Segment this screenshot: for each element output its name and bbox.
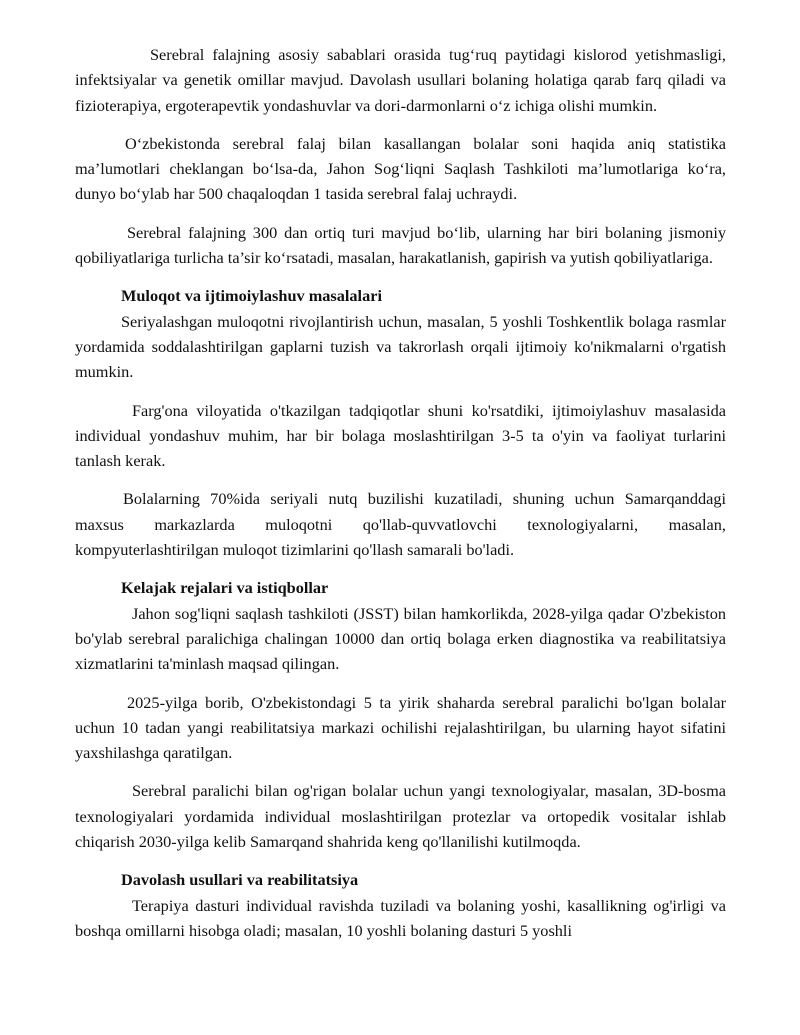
paragraph-communication-2: Farg'ona viloyatida o'tkazilgan tadqiqotlar shuni ko'rsatdiki, ijtimoiylashuv masalasida individual yondashuv muhim, har bir bolaga moslashtirilgan 3-5 ta o'yin va faoliyat turlarini tanlash kerak.: [75, 400, 726, 471]
paragraph-future-3: Serebral paralichi bilan og'rigan bolalar uchun yangi texnologiyalar, masalan, 3D-bosma texnologiyalari yordamida individual moslashtirilgan protezlar va ortopedik vositalar ishlab chiqarish 2030-yilga kelib Samarqand shahrida keng qo'llanilishi kutilmoqda.: [75, 781, 726, 852]
paragraph-communication-3: Bolalarning 70%ida seriyali nutq buzilishi kuzatiladi, shuning uchun Samarqanddagi maxsus markazlarda muloqotni qo'llab-quvvatlovchi texnologiyalarni, masalan, kompyuterlashtirilgan muloqot tizimlarini qo'llash samarali bo'ladi.: [75, 489, 726, 560]
paragraph-treatment-1: Terapiya dasturi individual ravishda tuziladi va bolaning yoshi, kasallikning og'irligi va boshqa omillarni hisobga oladi; masalan, 10 yoshli bolaning dasturi 5 yoshli: [75, 895, 726, 940]
section-heading-future-plans: Kelajak rejalari va istiqbollar: [121, 578, 329, 598]
document-page: [75, 42, 726, 956]
paragraph-future-2: 2025-yilga borib, O'zbekistondagi 5 ta yirik shaharda serebral paralichi bo'lgan bolalar uchun 10 tadan yangi reabilitatsiya markazi ochilishi rejalashtirilgan, bu ularning hayot sifatini yaxshilashga qaratilgan.: [75, 692, 726, 763]
section-heading-communication: Muloqot va ijtimoiylashuv masalalari: [121, 286, 382, 306]
paragraph-types: Serebral falajning 300 dan ortiq turi mavjud bo‘lib, ularning har biri bolaning jismoniy qobiliyatlariga turlicha ta’sir ko‘rsatadi, masalan, harakatlanish, gapirish va yutish qobiliyatlariga.: [75, 222, 726, 268]
paragraph-statistics: O‘zbekistonda serebral falaj bilan kasallangan bolalar soni haqida aniq statistika ma’lumotlari cheklangan bo‘lsa-da, Jahon Sog‘liqni Saqlash Tashkiloti ma’lumotlariga ko‘ra, dunyo bo‘ylab har 500 chaqaloqdan 1 tasida serebral falaj uchraydi.: [75, 133, 726, 204]
section-heading-treatment: Davolash usullari va reabilitatsiya: [121, 870, 359, 890]
paragraph-communication-1: Seriyalashgan muloqotni rivojlantirish uchun, masalan, 5 yoshli Toshkentlik bolaga rasmlar yordamida soddalashtirilgan gaplarni tuzish va takrorlash orqali ijtimoiy ko'nikmalarni o'rgatish mumkin.: [75, 311, 726, 382]
paragraph-causes: Serebral falajning asosiy sabablari orasida tug‘ruq paytidagi kislorod yetishmasligi, infektsiyalar va genetik omillar mavjud. Davolash usullari bolaning holatiga qarab farq qiladi va fizioterapiya, ergoterapevtik yondashuvlar va dori-darmonlarni o‘z ichiga olishi mumkin.: [75, 45, 726, 115]
paragraph-future-1: Jahon sog'liqni saqlash tashkiloti (JSST) bilan hamkorlikda, 2028-yilga qadar O'zbekiston bo'ylab serebral paralichiga chalingan 10000 dan ortiq bolaga erken diagnostika va reabilitatsiya xizmatlarini ta'minlash maqsad qilingan.: [75, 603, 726, 674]
